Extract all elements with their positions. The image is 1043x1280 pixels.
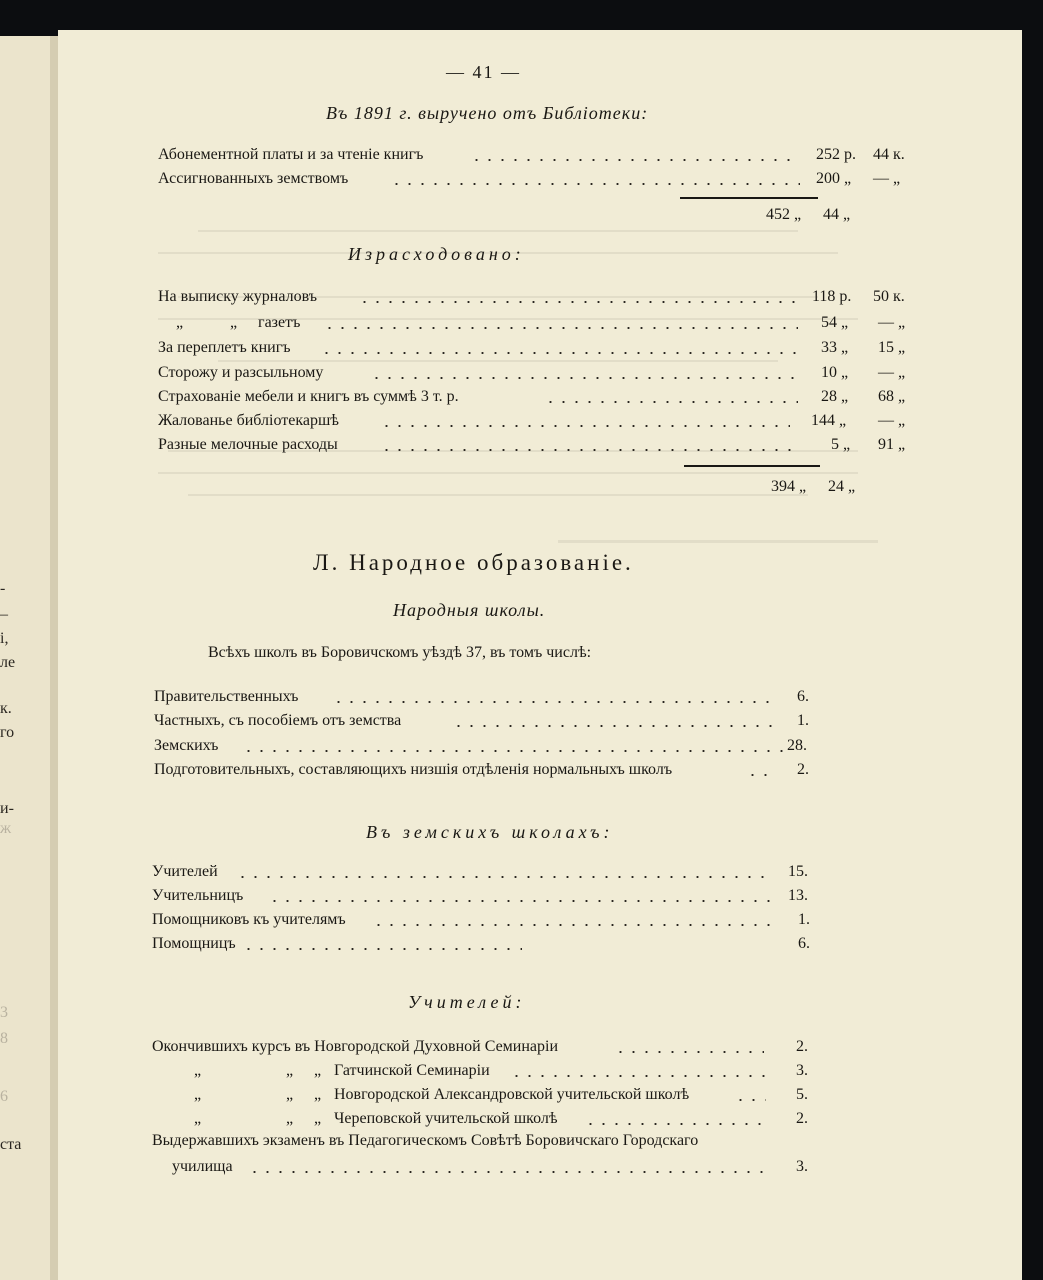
expenses-heading: Израсходовано: xyxy=(348,244,525,264)
total-rubles: 452 „ xyxy=(766,206,802,223)
ditto-mark: „ xyxy=(314,1062,322,1079)
expense-row xyxy=(158,312,906,334)
leader-dots xyxy=(380,449,798,451)
sum-rule xyxy=(684,465,820,467)
amount-kopecks: — „ xyxy=(878,314,906,331)
row-label: Помощницъ xyxy=(152,935,236,952)
row-label: Страхованіе мебели и книгъ въ суммѣ 3 т. р. xyxy=(158,388,459,405)
row-label: Помощниковъ къ учителямъ xyxy=(152,911,346,928)
expense-row xyxy=(158,386,906,408)
left-page-fragment: - xyxy=(0,580,6,597)
ditto-mark: „ xyxy=(194,1086,202,1103)
leader-dots xyxy=(248,1171,768,1173)
staff-row xyxy=(152,933,814,955)
school-row xyxy=(154,759,814,781)
ditto-mark: „ xyxy=(194,1062,202,1079)
ditto-mark: „ xyxy=(286,1062,294,1079)
leader-dots xyxy=(372,924,777,926)
teacher-row xyxy=(152,1084,814,1106)
ditto-mark: „ xyxy=(286,1086,294,1103)
row-label: На выписку журналовъ xyxy=(158,288,318,305)
leader-dots xyxy=(544,401,798,403)
row-label: Жалованье библіотекаршѣ xyxy=(158,412,339,429)
leader-dots xyxy=(242,948,522,950)
book-gutter xyxy=(50,36,58,1280)
row-value: 2. xyxy=(796,1110,808,1127)
left-page-fragment: ле xyxy=(0,654,16,671)
ditto-mark: „ xyxy=(314,1086,322,1103)
row-value: 2. xyxy=(796,1038,808,1055)
leader-dots xyxy=(510,1075,772,1077)
left-page-fragment: го xyxy=(0,724,15,741)
leader-dots xyxy=(268,900,770,902)
row-label: газетъ xyxy=(258,314,301,331)
staff-row xyxy=(152,909,814,931)
amount-kopecks: — „ xyxy=(873,170,901,187)
amount-kopecks: — „ xyxy=(878,364,906,381)
row-value: 5. xyxy=(796,1086,808,1103)
amount-kopecks: 50 к. xyxy=(873,288,905,305)
row-label: Учителей xyxy=(152,863,218,880)
leader-dots xyxy=(358,301,798,303)
amount-rubles: 252 р. xyxy=(816,146,856,163)
row-label: училища xyxy=(172,1158,233,1175)
leader-dots xyxy=(236,876,766,878)
row-label: Земскихъ xyxy=(154,737,219,754)
amount-kopecks: 91 „ xyxy=(878,436,906,453)
row-label: Новгородской Александровской учительской школѣ xyxy=(334,1086,690,1103)
left-page-fragment: и- xyxy=(0,800,14,817)
schools-heading: Народныя школы. xyxy=(393,600,546,620)
row-value: 3. xyxy=(796,1062,808,1079)
leader-dots xyxy=(452,725,774,727)
left-page-edge xyxy=(0,36,50,1280)
left-page-fragment: ста xyxy=(0,1136,22,1153)
left-page-fragment: 8 xyxy=(0,1030,8,1047)
leader-dots xyxy=(470,159,800,161)
row-value: 3. xyxy=(796,1158,808,1175)
row-value: 28. xyxy=(787,737,807,754)
staff-row xyxy=(152,861,814,883)
row-value: 2. xyxy=(797,761,809,778)
total-rubles: 394 „ xyxy=(771,478,807,495)
left-page-fragment: 6 xyxy=(0,1088,8,1105)
row-label: Абонементной платы и за чтеніе книгъ xyxy=(158,146,424,163)
row-label: Подготовительныхъ, составляющихъ низшія отдѣленія нормальныхъ школъ xyxy=(154,761,673,778)
leader-dots xyxy=(242,750,784,752)
row-label: Учительницъ xyxy=(152,887,244,904)
row-label: Разные мелочные расходы xyxy=(158,436,338,453)
expense-row xyxy=(158,434,906,456)
expense-row xyxy=(158,337,906,359)
expense-row xyxy=(158,410,906,432)
row-value: 1. xyxy=(797,712,809,729)
expense-row xyxy=(158,362,906,384)
leader-dots xyxy=(370,377,798,379)
school-row xyxy=(154,735,814,757)
page-number: — 41 — xyxy=(446,62,521,82)
amount-rubles: 200 „ xyxy=(816,170,852,187)
income-total-row xyxy=(158,204,851,226)
row-value: 1. xyxy=(798,911,810,928)
left-page-fragment: к. xyxy=(0,700,12,717)
amount-kopecks: 68 „ xyxy=(878,388,906,405)
leader-dots xyxy=(584,1123,770,1125)
row-label: За переплетъ книгъ xyxy=(158,339,291,356)
ditto-mark: „ xyxy=(176,314,184,331)
row-value: 6. xyxy=(798,935,810,952)
row-value: 15. xyxy=(788,863,808,880)
amount-kopecks: — „ xyxy=(878,412,906,429)
amount-rubles: 54 „ xyxy=(821,314,849,331)
row-label: Окончившихъ курсъ въ Новгородской Духовной Семинаріи xyxy=(152,1038,559,1055)
amount-rubles: 144 „ xyxy=(811,412,847,429)
zemstvo-schools-heading: Въ земскихъ школахъ: xyxy=(366,822,614,842)
teacher-row xyxy=(152,1108,814,1130)
exam-row xyxy=(152,1156,814,1178)
leader-dots xyxy=(380,425,790,427)
leader-dots xyxy=(614,1051,764,1053)
ditto-mark: „ xyxy=(314,1110,322,1127)
amount-rubles: 10 „ xyxy=(821,364,849,381)
ditto-mark: „ xyxy=(194,1110,202,1127)
school-row xyxy=(154,710,814,732)
staff-row xyxy=(152,885,814,907)
row-label: Череповской учительской школѣ xyxy=(334,1110,558,1127)
leader-dots xyxy=(320,352,798,354)
left-page-fragment: і, xyxy=(0,630,9,647)
sum-rule xyxy=(680,197,818,199)
leader-dots xyxy=(746,774,772,776)
row-value: 6. xyxy=(797,688,809,705)
total-kopecks: 24 „ xyxy=(828,478,856,495)
row-label: Гатчинской Семинаріи xyxy=(334,1062,490,1079)
amount-rubles: 5 „ xyxy=(831,436,851,453)
expenses-total-row xyxy=(158,476,856,498)
amount-rubles: 118 р. xyxy=(812,288,852,305)
school-row xyxy=(154,686,814,708)
left-page-fragment: ж xyxy=(0,820,12,837)
teacher-row xyxy=(152,1060,814,1082)
ditto-mark: „ xyxy=(230,314,238,331)
teachers-heading: Учителей: xyxy=(408,992,526,1012)
leader-dots xyxy=(332,701,772,703)
row-value: 13. xyxy=(788,887,808,904)
teacher-row xyxy=(152,1036,814,1058)
income-row xyxy=(158,144,905,166)
leader-dots xyxy=(323,327,798,329)
expense-row xyxy=(158,286,905,308)
row-label: Ассигнованныхъ земствомъ xyxy=(158,170,349,187)
amount-rubles: 28 „ xyxy=(821,388,849,405)
amount-rubles: 33 „ xyxy=(821,339,849,356)
row-label: Сторожу и разсыльному xyxy=(158,364,324,381)
leader-dots xyxy=(390,183,800,185)
income-row xyxy=(158,168,901,190)
exam-line-1: Выдержавшихъ экзаменъ въ Педагогическомъ Совѣтѣ Боровичскаго Городскаго xyxy=(152,1132,699,1149)
library-income-heading: Въ 1891 г. выручено отъ Библіотеки: xyxy=(326,103,649,123)
left-page-fragment: – xyxy=(0,606,8,623)
schools-intro: Всѣхъ школъ въ Боровичскомъ уѣздѣ 37, въ томъ числѣ: xyxy=(208,644,592,661)
row-label: Правительственныхъ xyxy=(154,688,299,705)
leader-dots xyxy=(734,1099,766,1101)
document-page xyxy=(58,30,1022,1280)
amount-kopecks: 15 „ xyxy=(878,339,906,356)
section-title: Л. Народное образованіе. xyxy=(313,550,634,575)
row-label: Частныхъ, съ пособіемъ отъ земства xyxy=(154,712,402,729)
amount-kopecks: 44 к. xyxy=(873,146,905,163)
total-kopecks: 44 „ xyxy=(823,206,851,223)
left-page-fragment: 3 xyxy=(0,1004,8,1021)
ditto-mark: „ xyxy=(286,1110,294,1127)
